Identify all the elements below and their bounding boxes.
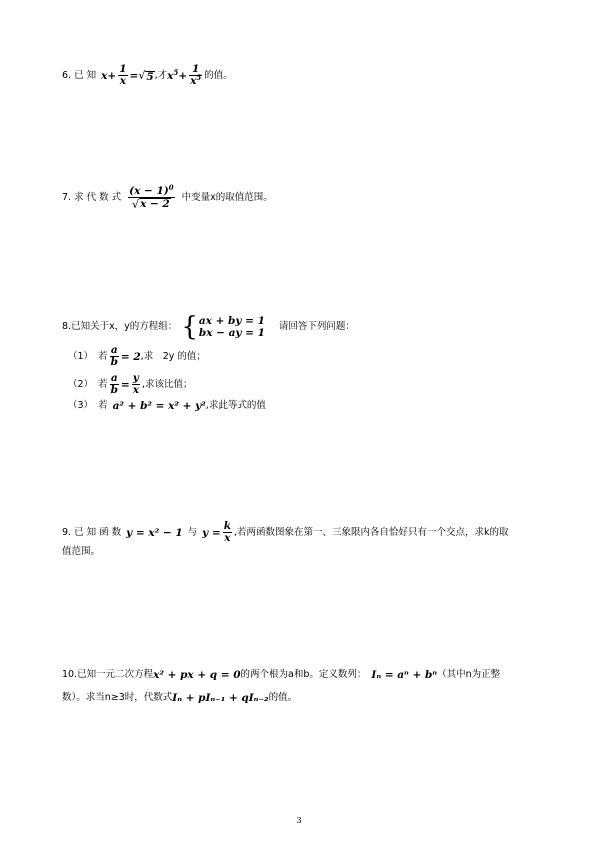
q8-subquestion-1 — [68, 345, 206, 368]
q7-denominator-sqrt: √ x − 2 — [132, 198, 170, 211]
question-9 — [62, 521, 509, 544]
q6-suffix: 的值。 — [204, 69, 233, 81]
q8-sub3-tail: ,求此等式的值 — [205, 400, 266, 411]
q9-fraction-k-over-x: $\frac{k}{x}$ — [223, 520, 231, 544]
q7-fraction — [128, 183, 175, 211]
q8-suffix: 请回答下列问题： — [278, 321, 355, 332]
q6-plus: + — [107, 69, 117, 82]
q10-equation: x² + px + q = 0 — [153, 669, 241, 681]
q8-eq2: bx − ay = 1 — [198, 327, 265, 339]
q10-expression: Iₙ + pIₙ₋₁ + qIₙ₋₂ — [172, 692, 269, 704]
q8-sub2-label: （2） — [68, 378, 94, 390]
question-9-line-2 — [62, 545, 100, 559]
q6-sqrt-radicand: 5 — [146, 70, 154, 83]
q8-sub2-tail: ,求该比值； — [141, 378, 193, 390]
q6-frac-num: 1 — [119, 63, 127, 75]
q6-fraction-1-over-x5 — [189, 64, 202, 87]
q6-frac2-num: 1 — [192, 63, 200, 75]
q8-sub1-eq: = 2 — [120, 350, 141, 363]
question-6 — [62, 64, 233, 87]
q7-numerator: $(x - 1)^0$ — [129, 183, 174, 197]
q8-sub2-eq: = — [120, 378, 130, 391]
q8-eq1: ax + by = 1 — [198, 315, 265, 327]
q8-equation-system: { ax + by = 1 bx − ay = 1 — [181, 312, 265, 342]
q8-sub3-word: 若 — [98, 400, 108, 411]
q8-prefix: 8.已知关于x，y的方程组： — [62, 321, 178, 332]
q8-sub2-fraction-yx: $\frac{y}{x}$ — [132, 372, 139, 396]
question-8 — [62, 314, 355, 340]
q8-sub3-expr: a² + b² = x² + y² — [112, 400, 206, 412]
question-7 — [62, 183, 273, 211]
q10-sequence: Iₙ = aⁿ + bⁿ — [371, 669, 438, 681]
q7-suffix: 中变量x的取值范围。 — [181, 192, 273, 203]
q6-sqrt-5: √ 5 — [138, 68, 154, 83]
q9-line2: 值范围。 — [62, 546, 101, 557]
q6-frac2-den: $x^5$ — [190, 73, 202, 87]
q7-prefix: 7. 求 代 数 式 — [62, 192, 122, 203]
q6-mid: ,才 — [154, 69, 168, 81]
q6-plus-2: + — [178, 69, 188, 82]
q8-sub2-fraction-ab: $\frac{a}{b}$ — [110, 372, 118, 396]
q8-sub3-label: （3） — [68, 400, 94, 411]
question-10 — [62, 668, 500, 682]
q6-x: x — [101, 69, 108, 82]
q6-x5: $x^5$ — [167, 67, 179, 82]
q9-with: 与 — [187, 526, 198, 538]
q10-prefix: 10.已知一元二次方程 — [62, 669, 154, 680]
q8-sub1-fraction: $\frac{a}{b}$ — [110, 344, 118, 368]
q8-sub1-word: 若 — [98, 350, 108, 362]
q7-radicand: x − 2 — [140, 198, 170, 210]
q10-mid: 的两个根为a和b。定义数列： — [240, 669, 367, 680]
q10-line2-post: 的值。 — [268, 692, 298, 703]
q8-sub2-word: 若 — [98, 378, 108, 390]
q9-prefix: 9. 已 知 函 数 — [62, 526, 122, 538]
q10-line2-pre: 数）。求当n≥3时，代数式 — [62, 692, 173, 703]
q9-function-1: y = x² − 1 — [126, 526, 183, 539]
q8-sub1-label: （1） — [68, 350, 94, 362]
q8-sub1-tail: ,求 2y 的值； — [140, 350, 206, 362]
q9-suffix: ,若两函数图象在第一、三象限内各自恰好只有一个交点，求k的取 — [234, 526, 509, 538]
q9-y: y = — [202, 526, 221, 539]
page-number: 3 — [296, 816, 302, 825]
q10-tail: （其中n为正整 — [437, 669, 501, 680]
question-10-line-2 — [62, 691, 297, 705]
q8-subquestion-2 — [68, 373, 193, 396]
q6-fraction-1-over-x — [118, 64, 127, 87]
q8-subquestion-3 — [68, 399, 266, 413]
q6-equals: = — [129, 69, 139, 82]
q6-frac-den: x — [119, 75, 126, 87]
q6-prefix: 6. 已 知 — [62, 69, 97, 81]
